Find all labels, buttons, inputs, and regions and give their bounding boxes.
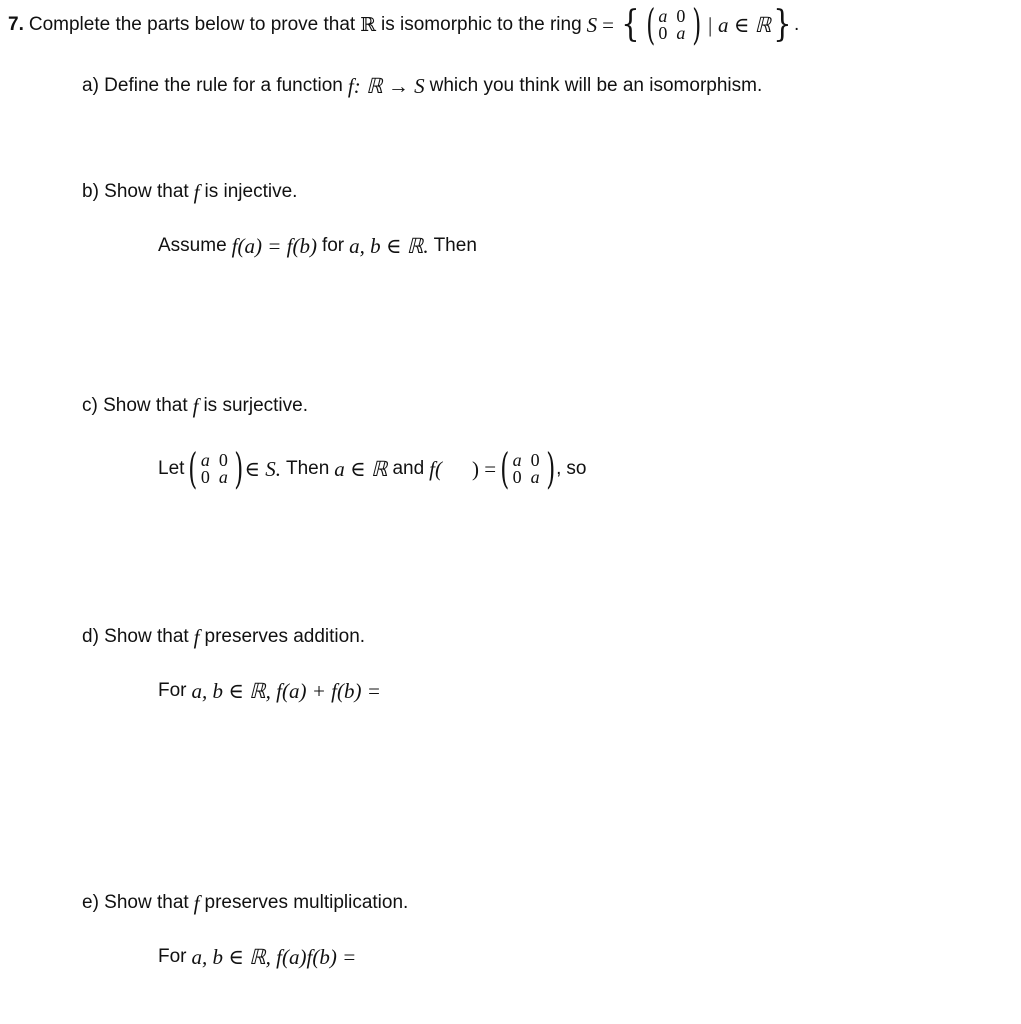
for-label: for	[321, 235, 345, 256]
matrix-entry: a	[530, 467, 540, 487]
part-e-text-end: preserves multiplication.	[204, 892, 409, 913]
part-b-assumption	[158, 226, 477, 266]
a-in-reals: a ∈ ℝ	[334, 456, 388, 481]
part-d-text: d) Show that	[82, 626, 189, 647]
problem-number: 7.	[8, 14, 24, 35]
assume-label: Assume	[158, 235, 227, 256]
matrix-entry: 0	[512, 467, 522, 487]
part-b-text-end: is injective.	[204, 181, 298, 202]
part-b-heading	[82, 172, 297, 212]
comma: ,	[556, 458, 562, 479]
set-matrix: ( a 0 0 a )	[646, 0, 702, 49]
part-c-heading	[82, 386, 308, 426]
for-label: For	[158, 680, 187, 701]
matrix-entry: 0	[200, 467, 210, 487]
then-label: Then	[285, 458, 330, 479]
matrix-entry: a	[218, 467, 228, 487]
problem-text-start: Complete the parts below to prove that	[28, 14, 356, 35]
so-label: so	[566, 458, 587, 479]
function-f: f	[193, 890, 200, 915]
close-brace: }	[773, 4, 792, 45]
multiplication-equation: a, b ∈ ℝ, f(a)f(b) =	[191, 944, 357, 969]
part-d-text-end: preserves addition.	[204, 626, 366, 647]
part-e-statement	[158, 937, 356, 977]
element-matrix: ( a 0 0 a )	[188, 444, 244, 493]
function-f: f	[193, 624, 200, 649]
variables-domain: a, b ∈ ℝ.	[349, 233, 429, 258]
part-a-text: a) Define the rule for a function	[82, 75, 343, 96]
function-signature: f: ℝ → S	[347, 73, 425, 98]
matrix-entry: a	[658, 6, 668, 26]
f-open: f(	[429, 456, 442, 481]
addition-equation: a, b ∈ ℝ, f(a) + f(b) =	[191, 678, 381, 703]
then-label: Then	[433, 235, 477, 256]
part-d-heading	[82, 617, 365, 657]
image-matrix: ( a 0 0 a )	[500, 444, 556, 493]
matrix-entry: 0	[530, 450, 540, 470]
function-f: f	[192, 393, 199, 418]
reals-symbol: ℝ	[360, 14, 377, 36]
part-e-heading	[82, 883, 408, 923]
part-c-statement	[158, 444, 587, 493]
for-label: For	[158, 946, 187, 967]
matrix-entry: a	[676, 23, 686, 43]
part-b-text: b) Show that	[82, 181, 189, 202]
problem-text-mid: is isomorphic to the ring	[381, 14, 582, 35]
open-brace: {	[621, 4, 640, 45]
matrix-entry: 0	[676, 6, 686, 26]
matrix-entry: a	[200, 450, 210, 470]
part-a-text-end: which you think will be an isomorphism.	[429, 75, 763, 96]
part-e-text: e) Show that	[82, 892, 189, 913]
part-c-text-end: is surjective.	[203, 395, 308, 416]
close-equals: ) =	[472, 456, 497, 481]
part-a-heading	[82, 66, 762, 106]
let-label: Let	[158, 458, 185, 479]
set-name: S	[586, 12, 598, 37]
in-s: ∈ S.	[244, 456, 281, 481]
and-label: and	[392, 458, 425, 479]
function-f: f	[193, 179, 200, 204]
set-condition: | a ∈ ℝ	[706, 12, 772, 37]
injective-equation: f(a) = f(b)	[231, 233, 317, 258]
matrix-entry: a	[512, 450, 522, 470]
equals-sign: =	[602, 12, 615, 37]
part-c-text: c) Show that	[82, 395, 188, 416]
matrix-entry: 0	[218, 450, 228, 470]
part-d-statement	[158, 671, 381, 711]
period: .	[794, 14, 800, 35]
problem-statement	[8, 0, 800, 49]
matrix-entry: 0	[658, 23, 668, 43]
